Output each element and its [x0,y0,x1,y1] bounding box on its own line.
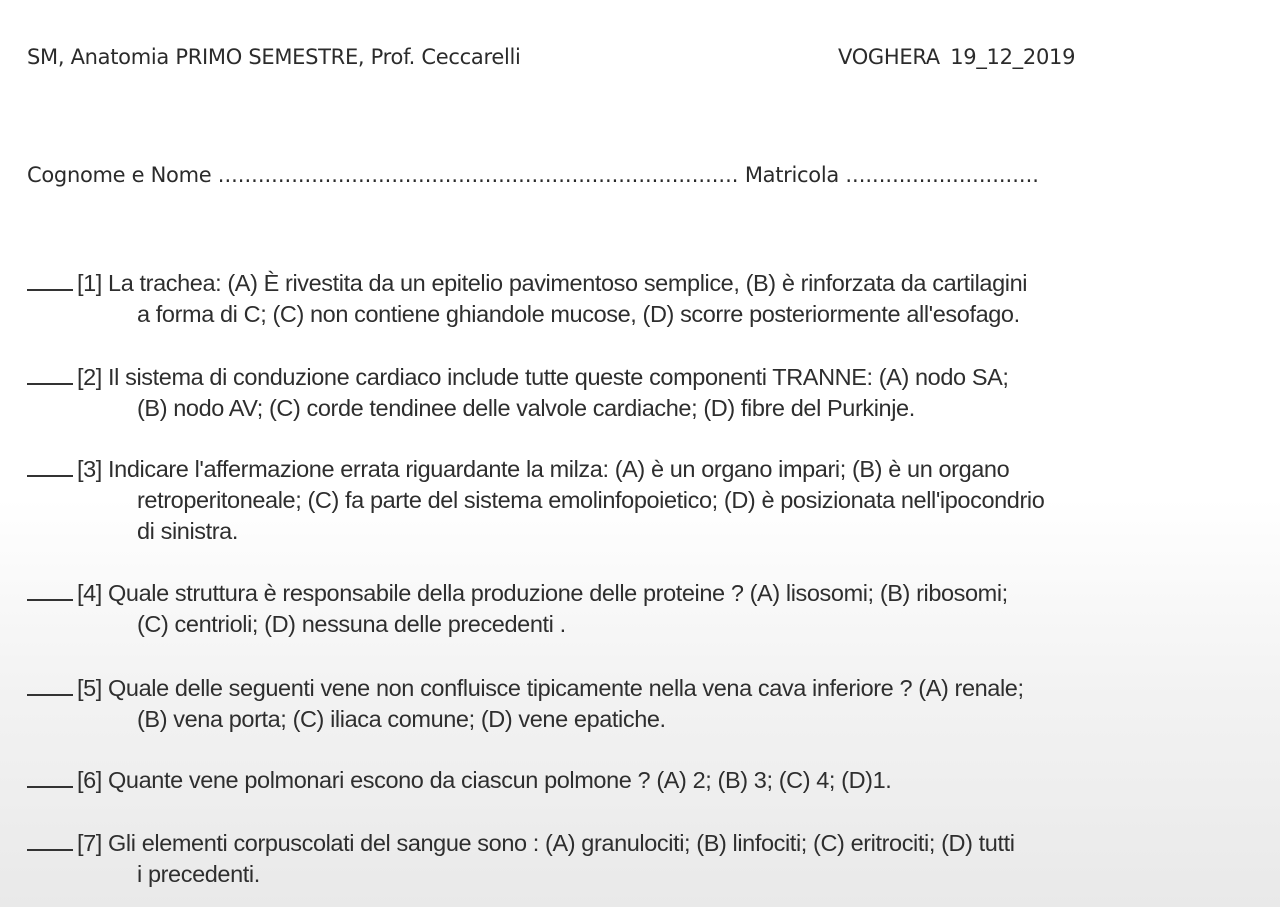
id-label: Matricola [744,163,839,187]
question-text-continued: retroperitoneale; (C) fa parte del sistema emolinfopoietico; (D) è posizionata nell'ipocondrio [137,487,1045,513]
question-2 [27,362,1227,424]
id-field[interactable]: ............................. [845,163,1039,187]
answer-blank-5[interactable] [27,693,73,696]
question-6 [27,765,1227,796]
answer-blank-3[interactable] [27,474,73,477]
question-text-continued: a forma di C; (C) non contiene ghiandole mucose, (D) scorre posteriormente all'esofago. [137,301,1020,327]
name-field[interactable]: .............................................................................. [217,163,739,187]
question-text: [5] Quale delle seguenti vene non confluisce tipicamente nella vena cava inferiore ? (A) renale; [77,675,1024,701]
question-text: [6] Quante vene polmonari escono da ciascun polmone ? (A) 2; (B) 3; (C) 4; (D)1. [77,767,892,793]
name-label: Cognome e Nome [27,163,212,187]
question-4 [27,578,1227,640]
answer-blank-2[interactable] [27,382,73,385]
question-7 [27,828,1227,890]
answer-blank-4[interactable] [27,598,73,601]
question-text-continued: (B) nodo AV; (C) corde tendinee delle valvole cardiache; (D) fibre del Purkinje. [137,395,915,421]
question-text: [7] Gli elementi corpuscolati del sangue sono : (A) granulociti; (B) linfociti; (C) eritrociti; (D) tutti [77,830,1015,856]
answer-blank-1[interactable] [27,288,73,291]
question-text: [2] Il sistema di conduzione cardiaco include tutte queste componenti TRANNE: (A) nodo SA; [77,364,1009,390]
answer-blank-7[interactable] [27,848,73,851]
question-5 [27,673,1227,735]
question-text-continued: (B) vena porta; (C) iliaca comune; (D) vene epatiche. [137,706,666,732]
question-1 [27,268,1227,330]
question-text-continued: (C) centrioli; (D) nessuna delle precedenti . [137,611,566,637]
question-text: [4] Quale struttura è responsabile della produzione delle proteine ? (A) lisosomi; (B) ribosomi; [77,580,1008,606]
exam-location-date: VOGHERA 19_12_2019 [838,45,1076,69]
course-title: SM, Anatomia PRIMO SEMESTRE, Prof. Ceccarelli [27,45,521,69]
question-text-continued: di sinistra. [137,518,238,544]
question-text: [3] Indicare l'affermazione errata riguardante la milza: (A) è un organo impari; (B) è un organo [77,456,1010,482]
question-3 [27,454,1227,547]
question-text: [1] La trachea: (A) È rivestita da un epitelio pavimentoso semplice, (B) è rinforzata da cartilagini [77,270,1028,296]
question-text-continued: i precedenti. [137,861,260,887]
student-info-line [27,163,1039,187]
answer-blank-6[interactable] [27,785,73,788]
